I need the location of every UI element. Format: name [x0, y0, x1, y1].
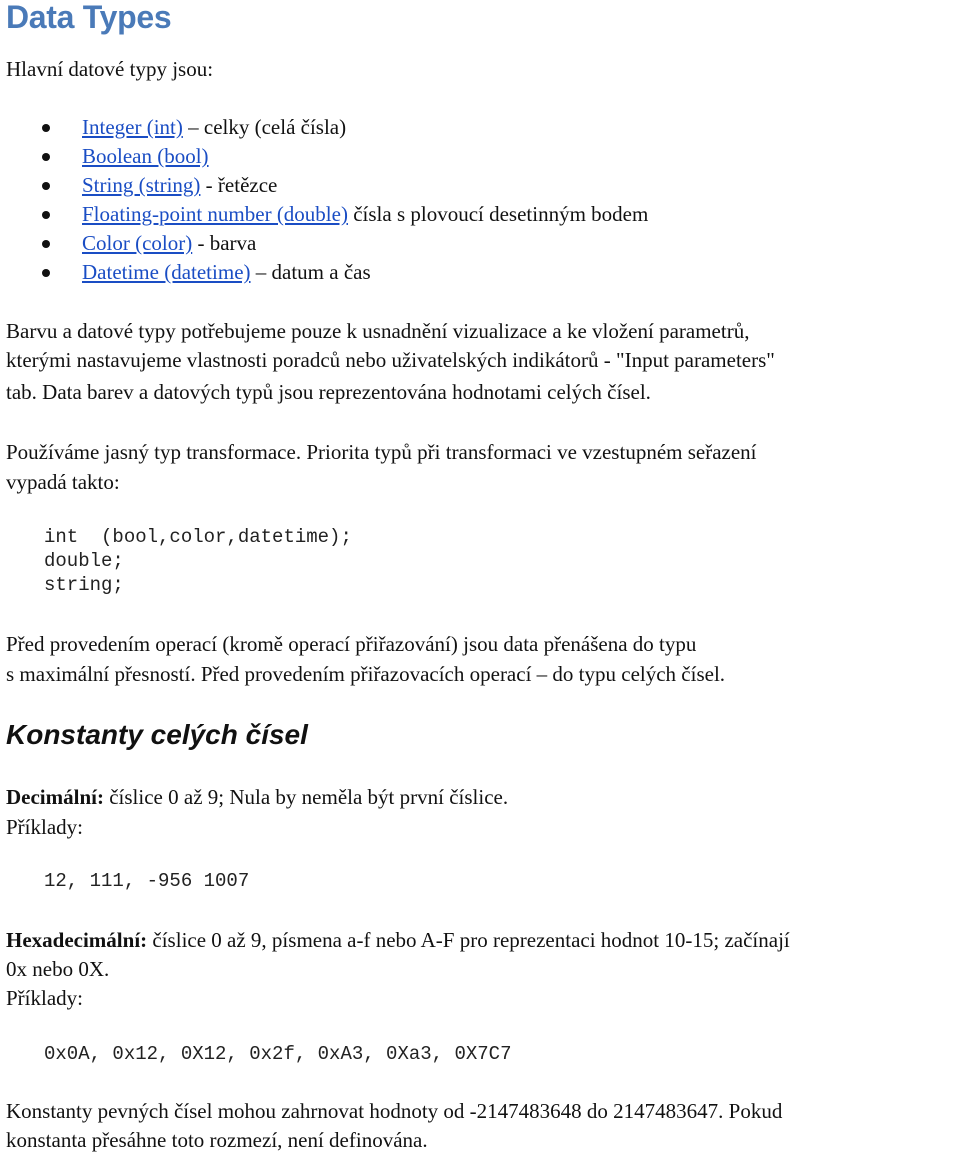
string-link[interactable]: String (string)	[82, 173, 201, 197]
paragraph-line: kterými nastavujeme vlastnosti poradců nebo uživatelských indikátorů - "Input parameters"	[6, 348, 775, 372]
datetime-link[interactable]: Datetime (datetime)	[82, 260, 251, 284]
list-item	[40, 142, 648, 171]
color-link[interactable]: Color (color)	[82, 231, 193, 255]
code-line: double;	[44, 550, 124, 572]
paragraph-line: Konstanty pevných čísel mohou zahrnovat hodnoty od -2147483648 do 2147483647. Pokud	[6, 1099, 783, 1123]
list-item	[40, 171, 648, 200]
paragraph-line: Používáme jasný typ transformace. Priorita typů při transformaci ve vzestupném seřazení	[6, 440, 757, 464]
decimal-text: číslice 0 až 9; Nula by neměla být první číslice.	[103, 785, 509, 809]
list-item-desc: - barva	[192, 231, 257, 255]
integer-link[interactable]: Integer (int)	[82, 115, 183, 139]
hex-text: číslice 0 až 9, písmena a-f nebo A-F pro reprezentaci hodnot 10-15; začínají	[147, 928, 790, 952]
list-item	[40, 200, 648, 229]
decimal-examples-code: 12, 111, -956 1007	[44, 870, 250, 892]
paragraph-line: Před provedením operací (kromě operací přiřazování) jsou data přenášena do typu	[6, 632, 697, 656]
decimal-definition	[6, 783, 508, 812]
double-link[interactable]: Floating-point number (double)	[82, 202, 348, 226]
boolean-link[interactable]: Boolean (bool)	[82, 144, 209, 168]
hex-label: Hexadecimální:	[6, 928, 148, 952]
paragraph-line: s maximální přesností. Před provedením přiřazovacích operací – do typu celých čísel.	[6, 662, 726, 686]
examples-label: Příklady:	[6, 986, 83, 1010]
list-item	[40, 229, 648, 258]
data-types-list	[40, 113, 648, 287]
list-item-desc: – celky (celá čísla)	[182, 115, 347, 139]
list-item-desc: – datum a čas	[250, 260, 371, 284]
decimal-label: Decimální:	[6, 785, 104, 809]
section-heading: Konstanty celých čísel	[6, 719, 308, 750]
list-item-desc: - řetězce	[200, 173, 278, 197]
hex-examples-code: 0x0A, 0x12, 0X12, 0x2f, 0xA3, 0Xa3, 0X7C7	[44, 1043, 512, 1065]
hex-definition	[6, 926, 790, 955]
paragraph-line: Barvu a datové typy potřebujeme pouze k usnadnění vizualizace a ke vložení parametrů,	[6, 319, 750, 343]
paragraph-line: 0x nebo 0X.	[6, 957, 110, 981]
page-title: Data Types	[6, 0, 172, 35]
paragraph-line: tab. Data barev a datových typů jsou reprezentována hodnotami celých čísel.	[6, 380, 651, 404]
list-item-desc: čísla s plovoucí desetinným bodem	[347, 202, 649, 226]
paragraph-line: konstanta přesáhne toto rozmezí, není definována.	[6, 1128, 428, 1152]
code-line: int (bool,color,datetime);	[44, 526, 352, 548]
examples-label: Příklady:	[6, 815, 83, 839]
list-item	[40, 258, 648, 287]
code-line: string;	[44, 574, 124, 596]
list-item	[40, 113, 648, 142]
paragraph-line: vypadá takto:	[6, 470, 120, 494]
intro-text: Hlavní datové typy jsou:	[6, 57, 214, 81]
